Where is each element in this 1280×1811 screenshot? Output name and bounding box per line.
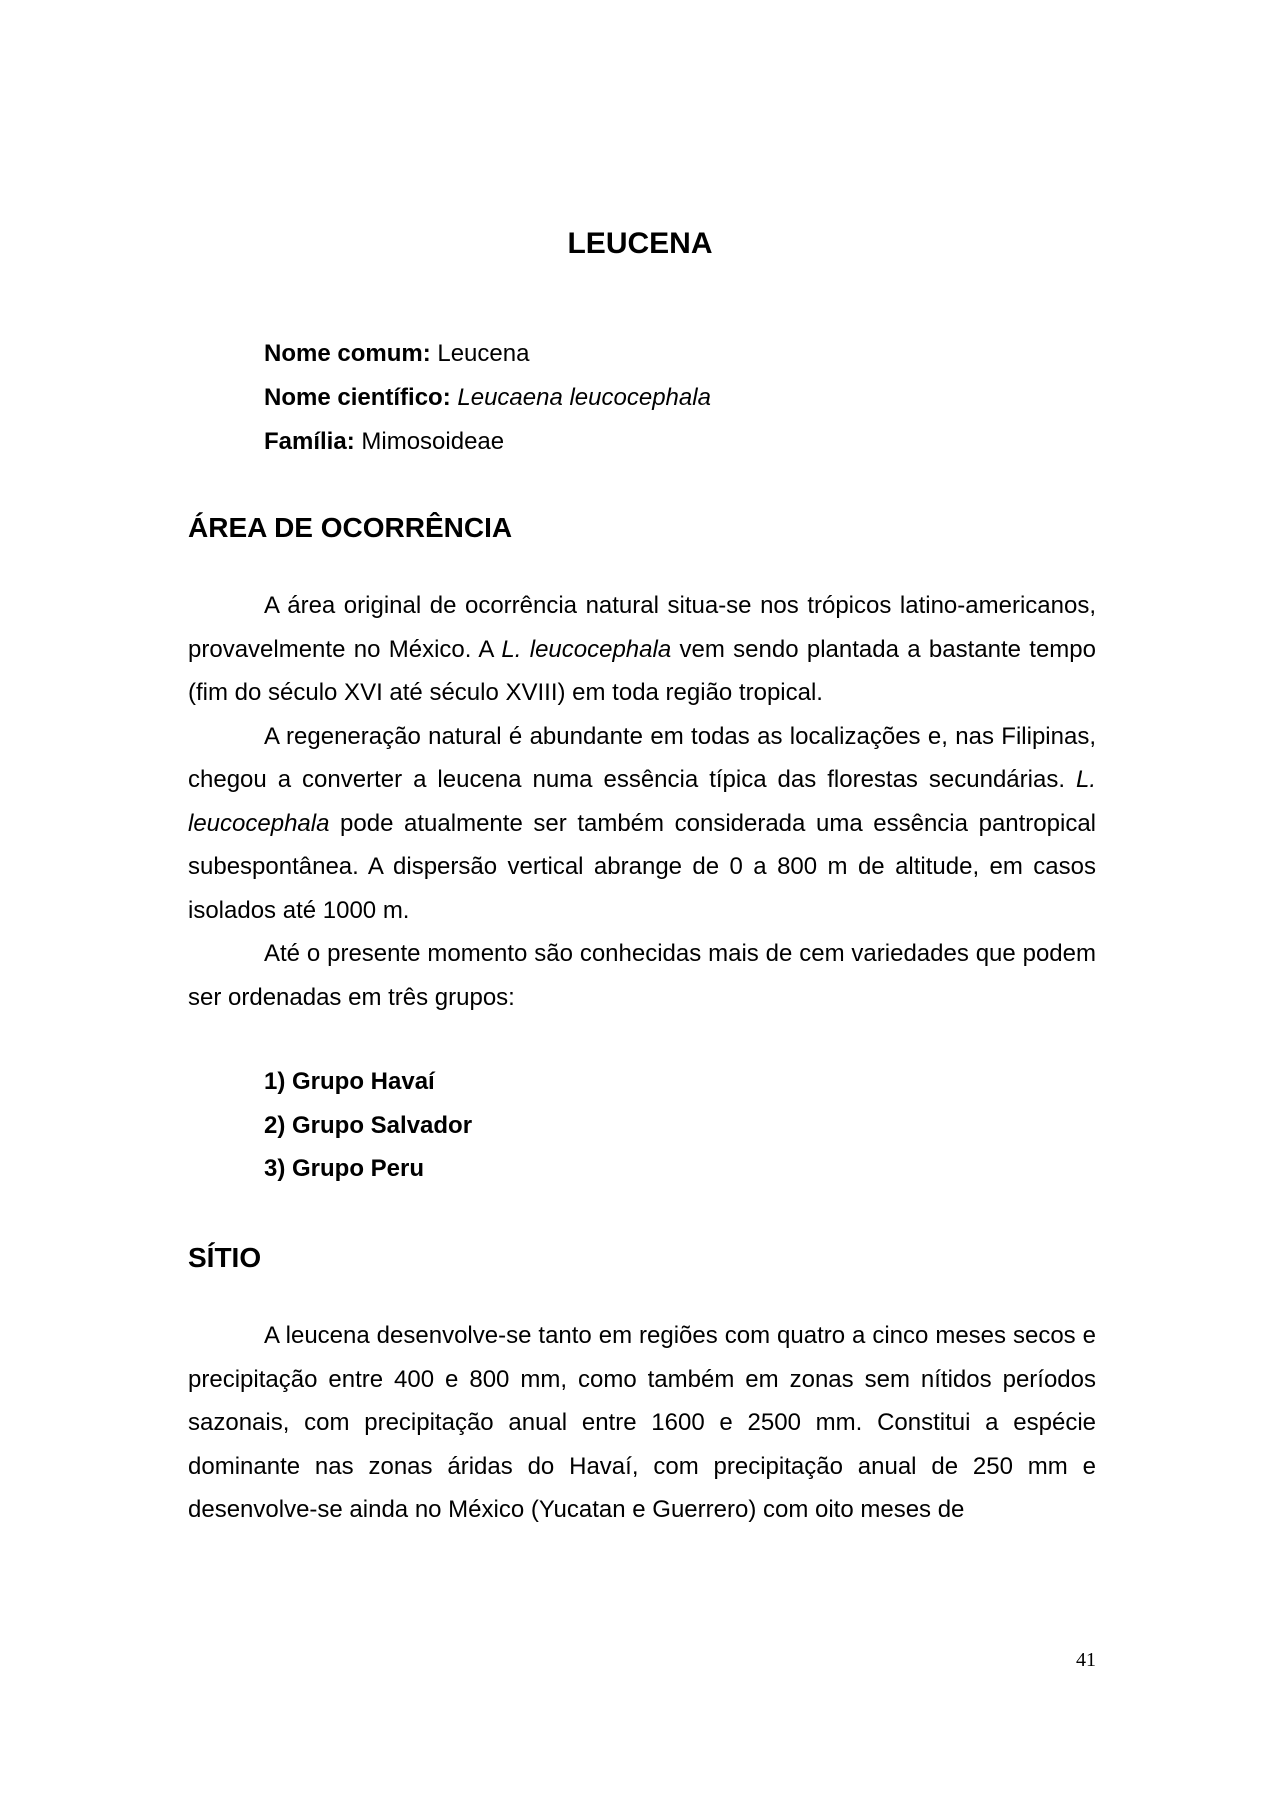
section-heading-area: ÁREA DE OCORRÊNCIA: [188, 512, 513, 543]
scientific-name-line: [264, 376, 711, 420]
section-body-sitio: [188, 1314, 1096, 1532]
list-item: 1) Grupo Havaí: [264, 1068, 435, 1095]
paragraph-text: A regeneração natural é abundante em todas as localizações e, nas Filipinas, chegou a converter a leucena numa essência típica das florestas secundárias.: [188, 722, 1096, 793]
list-item: 3) Grupo Peru: [264, 1155, 425, 1182]
family-line: [264, 420, 711, 464]
common-name-value: Leucena: [437, 340, 530, 367]
paragraph-regeneration: [188, 715, 1096, 933]
paragraph-origin: [188, 584, 1096, 715]
page-number: 41: [1076, 1649, 1096, 1671]
common-name-label: Nome comum:: [264, 340, 431, 367]
paragraph-text: pode atualmente ser também considerada uma essência pantropical subespontânea. A dispersão vertical abrange de 0 a 800 m de altitude, em casos isolados até 1000 m.: [188, 809, 1096, 924]
scientific-name-value: Leucaena leucocephala: [457, 384, 711, 411]
paragraph-site: A leucena desenvolve-se tanto em regiões com quatro a cinco meses secos e precipitação entre 400 e 800 mm, como também em zonas sem nítidos períodos sazonais, com precipitação anual entre 1600 e 2500 mm. Constitui a espécie dominante nas zonas áridas do Havaí, com precipitação anual de 250 mm e desenvolve-se ainda no México (Yucatan e Guerrero) com oito meses de: [188, 1322, 1096, 1523]
family-label: Família:: [264, 428, 355, 455]
common-name-line: [264, 332, 711, 376]
paragraph-text: A área original de ocorrência natural situa-se nos trópicos latino-americanos, provavelmente no México. A: [188, 592, 1096, 663]
species-info: [264, 332, 711, 464]
page-title: LEUCENA: [567, 227, 713, 260]
section-heading-sitio: SÍTIO: [188, 1242, 262, 1273]
paragraph-text: vem sendo plantada a bastante tempo (fim do século XVI até século XVIII) em toda região tropical.: [188, 635, 1096, 706]
variety-groups-list: [264, 1060, 472, 1191]
species-italic: L. leucocephala: [188, 766, 1096, 837]
paragraph-varieties: Até o presente momento são conhecidas mais de cem variedades que podem ser ordenadas em três grupos:: [188, 940, 1096, 1011]
scientific-name-label: Nome científico:: [264, 384, 451, 411]
list-item: 2) Grupo Salvador: [264, 1111, 473, 1139]
species-italic: L. leucocephala: [501, 635, 672, 663]
family-value: Mimosoideae: [361, 428, 505, 455]
section-body-area: [188, 584, 1096, 1019]
